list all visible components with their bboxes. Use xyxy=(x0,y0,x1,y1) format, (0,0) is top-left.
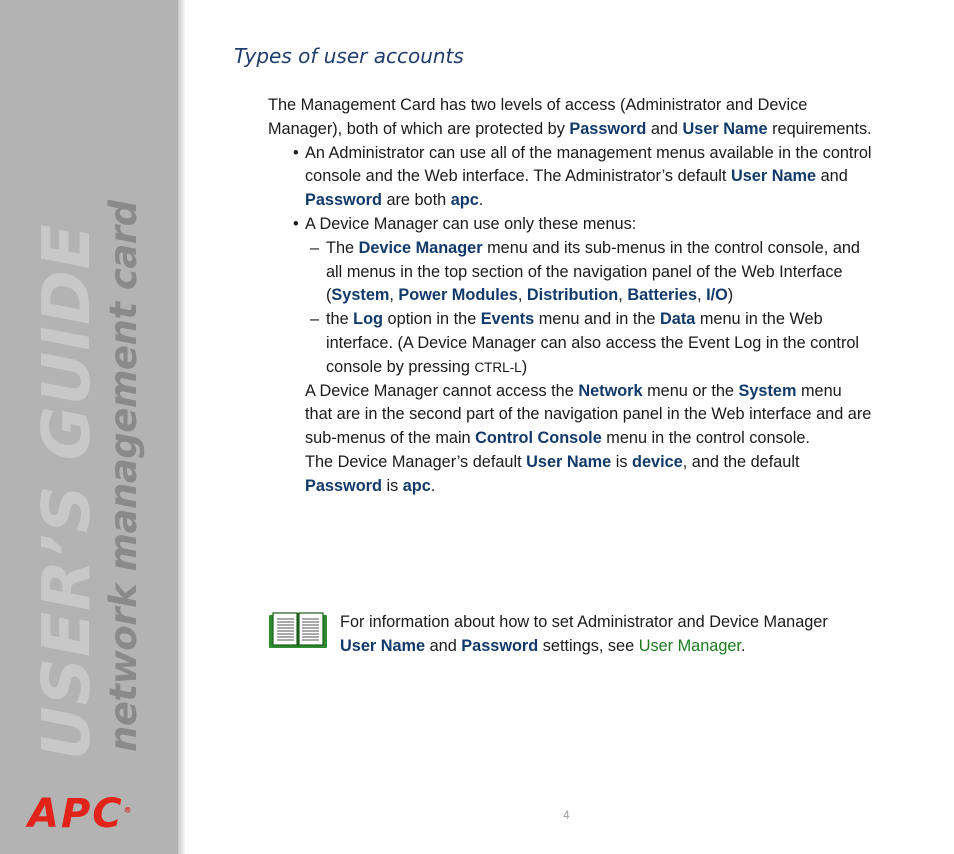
dash-text: ) xyxy=(727,286,734,305)
keyword-batteries: Batteries xyxy=(627,286,697,305)
dash-text: menu and its sub-menus in the control console, and all menus in the top section of the navigation panel of the Web Interface ( xyxy=(326,238,860,305)
bullet-text: . xyxy=(478,191,484,210)
paragraph-text: is xyxy=(381,476,403,495)
default-credentials-paragraph xyxy=(268,451,872,499)
keyword-apc: apc xyxy=(402,476,431,495)
apc-logo xyxy=(28,791,134,837)
keyword-network: Network xyxy=(578,381,643,400)
keyword-apc: apc xyxy=(450,191,479,210)
dash-text: The xyxy=(326,238,359,257)
dash-item-log-option xyxy=(268,308,872,379)
keyword-io: I/O xyxy=(706,286,728,305)
sidebar-subtitle: network management card xyxy=(102,200,145,752)
keyword-password: Password xyxy=(305,476,382,495)
keyword-password: Password xyxy=(305,191,382,210)
bullet-administrator xyxy=(268,142,872,213)
keyword-device-manager: Device Manager xyxy=(358,238,483,257)
registered-mark: ® xyxy=(123,805,134,815)
key-combo-ctrl-l: CTRL-L xyxy=(474,359,522,375)
keyword-system: System xyxy=(738,381,797,400)
keyword-data: Data xyxy=(660,310,696,329)
keyword-control-console: Control Console xyxy=(475,429,602,448)
keyword-user-name: User Name xyxy=(526,452,612,471)
access-paragraph xyxy=(268,380,872,451)
note-text: settings, see xyxy=(538,637,639,656)
page-number: 4 xyxy=(563,808,570,822)
book-icon xyxy=(268,612,328,650)
paragraph-text: A Device Manager cannot access the xyxy=(305,381,579,400)
bullet-marker: • xyxy=(293,214,299,233)
dash-text: ) xyxy=(521,357,528,376)
paragraph-text: menu or the xyxy=(642,381,739,400)
dash-marker: – xyxy=(310,310,320,329)
bullet-text: are both xyxy=(381,191,451,210)
keyword-distribution: Distribution xyxy=(526,286,619,305)
main-content xyxy=(268,94,872,499)
intro-paragraph xyxy=(268,94,872,142)
dash-text: the xyxy=(326,310,354,329)
sidebar-edge xyxy=(178,0,186,854)
keyword-power-modules: Power Modules xyxy=(398,286,518,305)
keyword-system: System xyxy=(331,286,390,305)
paragraph-text: , and the default xyxy=(682,452,800,471)
dash-text: , xyxy=(517,286,527,305)
paragraph-text: menu that are in the second part of the navigation panel in the Web interface and are sub-menus of the main xyxy=(305,381,872,448)
user-manager-link[interactable]: User Manager xyxy=(638,637,741,656)
bullet-text: An Administrator can use all of the management menus available in the control console and the Web interface. The Administrator’s default xyxy=(305,143,872,186)
keyword-device: device xyxy=(632,452,683,471)
dash-item-device-manager-menu xyxy=(268,237,872,308)
keyword-log: Log xyxy=(353,310,384,329)
paragraph-text: The Device Manager’s default xyxy=(305,452,527,471)
keyword-password: Password xyxy=(461,637,539,656)
keyword-user-name: User Name xyxy=(682,119,768,138)
dash-text: option in the xyxy=(383,310,481,329)
keyword-user-name: User Name xyxy=(730,167,817,186)
dash-text: menu and in the xyxy=(534,310,661,329)
paragraph-text: menu in the control console. xyxy=(601,429,810,448)
section-heading: Types of user accounts xyxy=(234,44,464,68)
bullet-device-manager xyxy=(268,213,872,237)
keyword-password: Password xyxy=(569,119,647,138)
bullet-marker: • xyxy=(293,143,299,162)
paragraph-text: is xyxy=(611,452,633,471)
note-text: . xyxy=(740,637,746,656)
note-paragraph xyxy=(340,611,840,659)
dash-text: , xyxy=(618,286,628,305)
keyword-user-name: User Name xyxy=(340,637,426,656)
dash-text: , xyxy=(697,286,707,305)
intro-text: The Management Card has two levels of access (Administrator and Device Manager), both of which are protected by xyxy=(268,96,808,138)
note-text: and xyxy=(425,637,462,656)
keyword-events: Events xyxy=(480,310,535,329)
intro-text: and xyxy=(646,119,683,138)
dash-marker: – xyxy=(310,238,320,257)
logo-text: APC xyxy=(28,791,124,837)
sidebar-title: USER’S GUIDE xyxy=(28,223,105,760)
note-text: For information about how to set Administrator and Device Manager xyxy=(340,613,828,632)
paragraph-text: . xyxy=(430,476,436,495)
bullet-text: and xyxy=(816,167,848,186)
dash-text: menu in the Web interface. (A Device Manager can also access the Event Log in the control console by pressing xyxy=(326,310,860,376)
dash-text: , xyxy=(389,286,399,305)
intro-text: requirements. xyxy=(767,119,872,138)
bullet-text: A Device Manager can use only these menus: xyxy=(305,214,637,233)
